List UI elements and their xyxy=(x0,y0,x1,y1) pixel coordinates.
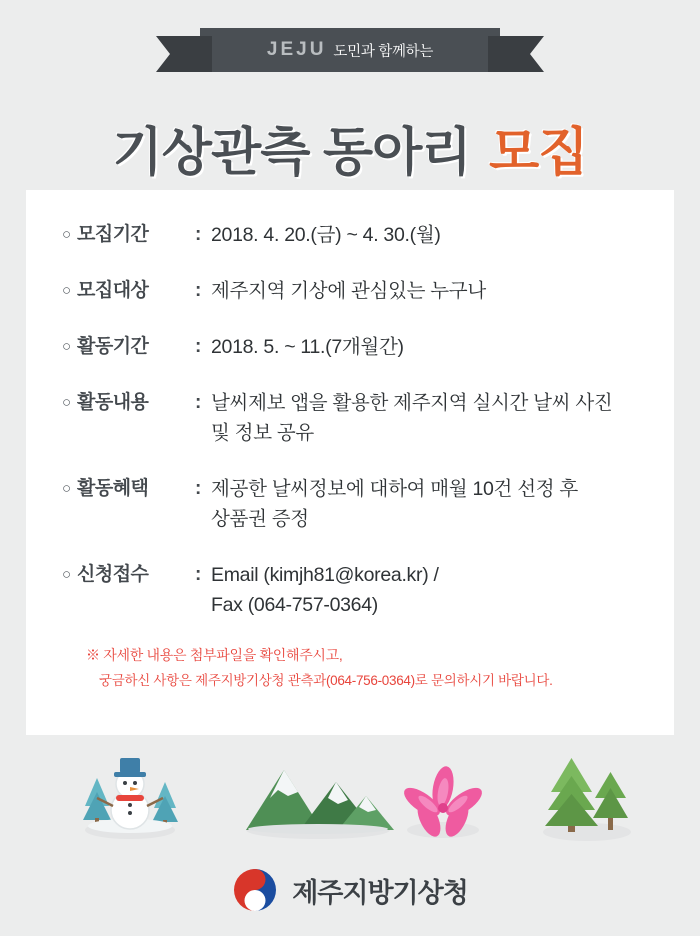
field-colon: : xyxy=(195,280,202,301)
field-value-line1: 날씨제보 앱을 활용한 제주지역 실시간 날씨 사진 xyxy=(211,392,613,414)
ribbon-banner xyxy=(0,28,700,88)
mountain-icon xyxy=(238,752,398,842)
field-label: 활동내용 xyxy=(77,392,149,413)
field-label: 모집대상 xyxy=(77,280,149,301)
list-item xyxy=(62,276,652,306)
list-item xyxy=(62,560,652,620)
field-value-email[interactable]: Email (kimjh81@korea.kr) / xyxy=(211,564,439,586)
page-title xyxy=(0,110,700,185)
ribbon-brand: JEJU xyxy=(266,39,327,60)
list-item xyxy=(62,474,652,534)
field-label: 신청접수 xyxy=(77,564,149,585)
field-label: 활동기간 xyxy=(77,336,149,357)
flower-icon xyxy=(398,766,488,844)
field-value-line2: 상품권 증정 xyxy=(211,508,309,530)
field-colon: : xyxy=(195,392,202,413)
list-item xyxy=(62,388,652,448)
agency-name: 제주지방기상청 xyxy=(292,877,468,908)
field-label: 활동혜택 xyxy=(77,478,149,499)
circle-bullet-icon: ○ xyxy=(62,480,72,497)
field-value-fax: Fax (064-757-0364) xyxy=(211,594,378,616)
page-title-accent: 모집 xyxy=(489,124,588,182)
field-value-line2: 및 정보 공유 xyxy=(211,422,314,444)
ribbon-tail-left xyxy=(156,36,212,72)
field-label: 모집기간 xyxy=(77,224,149,245)
circle-bullet-icon: ○ xyxy=(62,226,72,243)
circle-bullet-icon: ○ xyxy=(62,338,72,355)
footnote-line1: ※ 자세한 내용은 첨부파일을 확인해주시고, xyxy=(86,647,343,663)
ribbon-subtitle: 도민과 함께하는 xyxy=(333,43,434,60)
field-value: 2018. 5. ~ 11.(7개월간) xyxy=(211,336,404,358)
field-value-line1: 제공한 날씨정보에 대하여 매월 10건 선정 후 xyxy=(211,478,578,500)
footnote-line2: 궁금하신 사항은 제주지방기상청 관측과(064-756-0364)로 문의하시기 바랍니다. xyxy=(99,673,553,688)
circle-bullet-icon: ○ xyxy=(62,566,72,583)
field-value xyxy=(211,388,652,448)
circle-bullet-icon: ○ xyxy=(62,282,72,299)
field-value xyxy=(211,560,652,620)
circle-bullet-icon: ○ xyxy=(62,394,72,411)
list-item xyxy=(62,220,652,250)
field-value: 2018. 4. 20.(금) ~ 4. 30.(월) xyxy=(211,224,441,246)
taegeuk-logo-icon xyxy=(232,867,278,913)
list-item xyxy=(62,332,652,362)
field-value: 제주지역 기상에 관심있는 누구나 xyxy=(211,280,486,302)
flower-illustration xyxy=(398,766,488,849)
field-value xyxy=(211,474,652,534)
ribbon-body xyxy=(200,28,500,72)
field-colon: : xyxy=(195,478,202,499)
ribbon-tail-right xyxy=(488,36,544,72)
field-colon: : xyxy=(195,224,202,245)
mountain-illustration xyxy=(238,752,398,847)
field-list xyxy=(62,220,652,646)
pine-trees-icon xyxy=(532,746,642,842)
snowman-icon xyxy=(75,742,185,842)
page-title-main: 기상관측 동아리 xyxy=(112,124,471,182)
pine-trees-illustration xyxy=(532,746,642,847)
content-panel xyxy=(26,190,674,735)
field-colon: : xyxy=(195,336,202,357)
field-colon: : xyxy=(195,564,202,585)
agency-logo xyxy=(0,860,700,920)
snowman-illustration xyxy=(75,742,185,847)
footnote xyxy=(86,642,656,694)
illustration-row xyxy=(0,742,700,852)
